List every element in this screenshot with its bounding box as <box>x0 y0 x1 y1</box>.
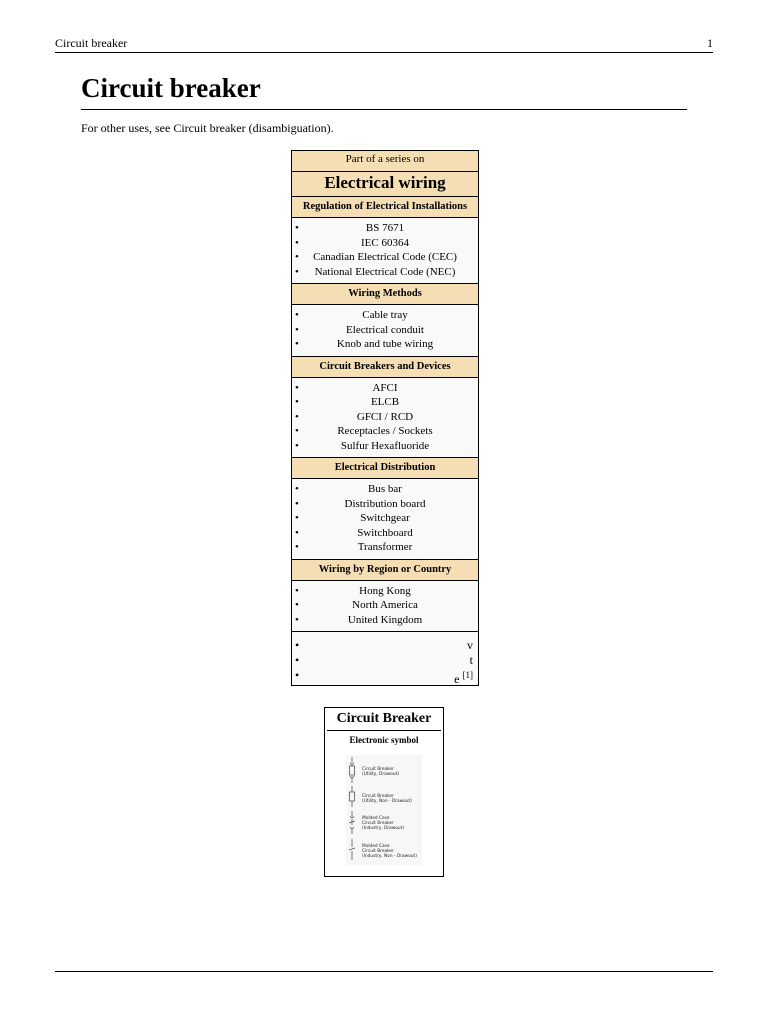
navbox-list-item[interactable] <box>292 323 478 338</box>
navbox-list-item[interactable] <box>292 598 478 613</box>
symbol-label: Molded Case <box>362 844 390 849</box>
navbox-list-item[interactable] <box>292 410 478 425</box>
navbox-list-item[interactable] <box>292 526 478 541</box>
infobox-subtitle: Electronic symbol <box>349 735 419 745</box>
bullet: • <box>295 541 299 553</box>
bullet: • <box>295 439 299 452</box>
bullet: • <box>295 668 300 682</box>
vte-v-link[interactable]: v <box>467 638 473 652</box>
electrical-wiring-navbox <box>291 150 479 686</box>
navbox-list-item[interactable] <box>292 265 478 280</box>
navbox-item-link[interactable]: Canadian Electrical Code (CEC) <box>313 251 457 263</box>
navbox-section-list <box>292 581 478 632</box>
navbox-list-item[interactable] <box>292 221 478 236</box>
navbox-item-link[interactable]: Electrical conduit <box>346 323 424 336</box>
navbox-section-list <box>292 305 478 356</box>
navbox-item-link[interactable]: IEC 60364 <box>361 236 409 249</box>
navbox-item-link[interactable]: Switchgear <box>360 512 410 524</box>
navbox-list-item[interactable] <box>292 250 478 265</box>
navbox-list-item[interactable] <box>292 395 478 410</box>
bullet: • <box>295 512 299 524</box>
navbox-item-link[interactable]: North America <box>352 599 418 611</box>
navbox-item-link[interactable]: Distribution board <box>344 497 426 510</box>
navbox-section-heading: Wiring by Region or Country <box>292 559 478 581</box>
navbox-sections <box>292 197 478 631</box>
bullet: • <box>295 338 299 350</box>
navbox-list-item[interactable] <box>292 439 478 454</box>
navbox-item-link[interactable]: Bus bar <box>368 483 402 495</box>
bullet: • <box>295 251 299 263</box>
navbox-item-link[interactable]: BS 7671 <box>365 222 405 234</box>
navbox-item-link[interactable]: ELCB <box>370 396 400 408</box>
navbox-list-item[interactable] <box>292 584 478 599</box>
vte-edit[interactable] <box>292 668 478 686</box>
navbox-section-list <box>292 218 478 283</box>
symbol-label: Circuit Breaker <box>362 767 394 772</box>
navbox-item-link[interactable]: Hong Kong <box>359 584 411 597</box>
page-number: 1 <box>707 36 713 50</box>
bullet: • <box>295 381 299 394</box>
navbox-list-item[interactable] <box>292 236 478 251</box>
symbol-label: Molded Case <box>362 816 390 821</box>
navbox-list-item[interactable] <box>292 482 478 497</box>
navbox-item-link[interactable]: AFCI <box>372 381 398 394</box>
bullet: • <box>295 497 299 510</box>
bullet: • <box>295 599 299 611</box>
vte-t-link[interactable]: t <box>469 653 473 667</box>
navbox-section-heading: Regulation of Electrical Installations <box>292 197 478 218</box>
navbox-list-item[interactable] <box>292 337 478 352</box>
bullet: • <box>295 265 299 278</box>
navbox-item-link[interactable]: Sulfur Hexafluoride <box>340 439 430 452</box>
navbox-section-heading: Electrical Distribution <box>292 457 478 479</box>
reference-link[interactable]: [1] <box>462 670 473 680</box>
symbol-label: Circuit Breaker <box>362 821 394 826</box>
navbox-list-item[interactable] <box>292 511 478 526</box>
navbox-list-item[interactable] <box>292 308 478 323</box>
bullet: • <box>295 483 299 495</box>
navbox-title[interactable]: Electrical wiring <box>292 172 478 197</box>
bullet: • <box>295 323 299 336</box>
running-header-title: Circuit breaker <box>55 36 128 50</box>
navbox-item-link[interactable]: Transformer <box>357 541 413 553</box>
bullet: • <box>295 613 299 626</box>
circuit-breaker-symbols-image[interactable] <box>346 755 422 865</box>
navbox-item-link[interactable]: Switchboard <box>357 526 413 539</box>
navbox-item-link[interactable]: GFCI / RCD <box>356 410 414 423</box>
navbox-list-item[interactable] <box>292 540 478 555</box>
navbox-section-heading: Circuit Breakers and Devices <box>292 356 478 378</box>
bullet: • <box>295 396 299 408</box>
bullet: • <box>295 653 300 667</box>
vte-e-link[interactable]: e <box>454 672 460 686</box>
navbox-list-item[interactable] <box>292 424 478 439</box>
bullet: • <box>295 526 299 539</box>
symbol-label: (Utility, Drawout) <box>362 772 399 777</box>
bullet: • <box>295 425 299 437</box>
running-header <box>55 36 713 53</box>
navbox-section-heading: Wiring Methods <box>292 283 478 305</box>
bullet: • <box>295 584 299 597</box>
symbol-label: Circuit Breaker <box>362 794 394 799</box>
navbox-list-item[interactable] <box>292 613 478 628</box>
navbox-item-link[interactable]: Cable tray <box>362 309 408 321</box>
navbox-list-item[interactable] <box>292 497 478 512</box>
hatnote[interactable]: For other uses, see Circuit breaker (disambiguation). <box>81 121 334 135</box>
navbox-section-list <box>292 479 478 559</box>
circuit-breaker-infobox <box>324 707 444 877</box>
page-title: Circuit breaker <box>81 70 687 110</box>
bullet: • <box>295 309 299 321</box>
bullet: • <box>295 236 299 249</box>
symbol-label: (Utility, Non - Drawout) <box>362 799 412 804</box>
navbox-item-link[interactable]: United Kingdom <box>347 613 423 626</box>
symbol-label: (Industry, Drawout) <box>362 826 405 831</box>
bullet: • <box>295 410 299 423</box>
navbox-item-link[interactable]: National Electrical Code (NEC) <box>314 265 456 278</box>
navbox-list-item[interactable] <box>292 381 478 396</box>
bullet: • <box>295 638 300 652</box>
navbox-section-list <box>292 378 478 458</box>
vte-view[interactable] <box>292 638 478 653</box>
vte-talk[interactable] <box>292 653 478 668</box>
symbol-label: (Industry, Non - Drawout) <box>362 854 417 859</box>
navbox-vte <box>292 631 478 685</box>
symbol-label: Circuit Breaker <box>362 849 394 854</box>
infobox-title: Circuit Breaker <box>327 708 441 731</box>
page-bottom-rule <box>55 971 713 972</box>
navbox-item-link[interactable]: Knob and tube wiring <box>336 338 434 350</box>
navbox-item-link[interactable]: Receptacles / Sockets <box>337 425 433 437</box>
bullet: • <box>295 222 299 234</box>
navbox-pretitle: Part of a series on <box>292 151 478 172</box>
